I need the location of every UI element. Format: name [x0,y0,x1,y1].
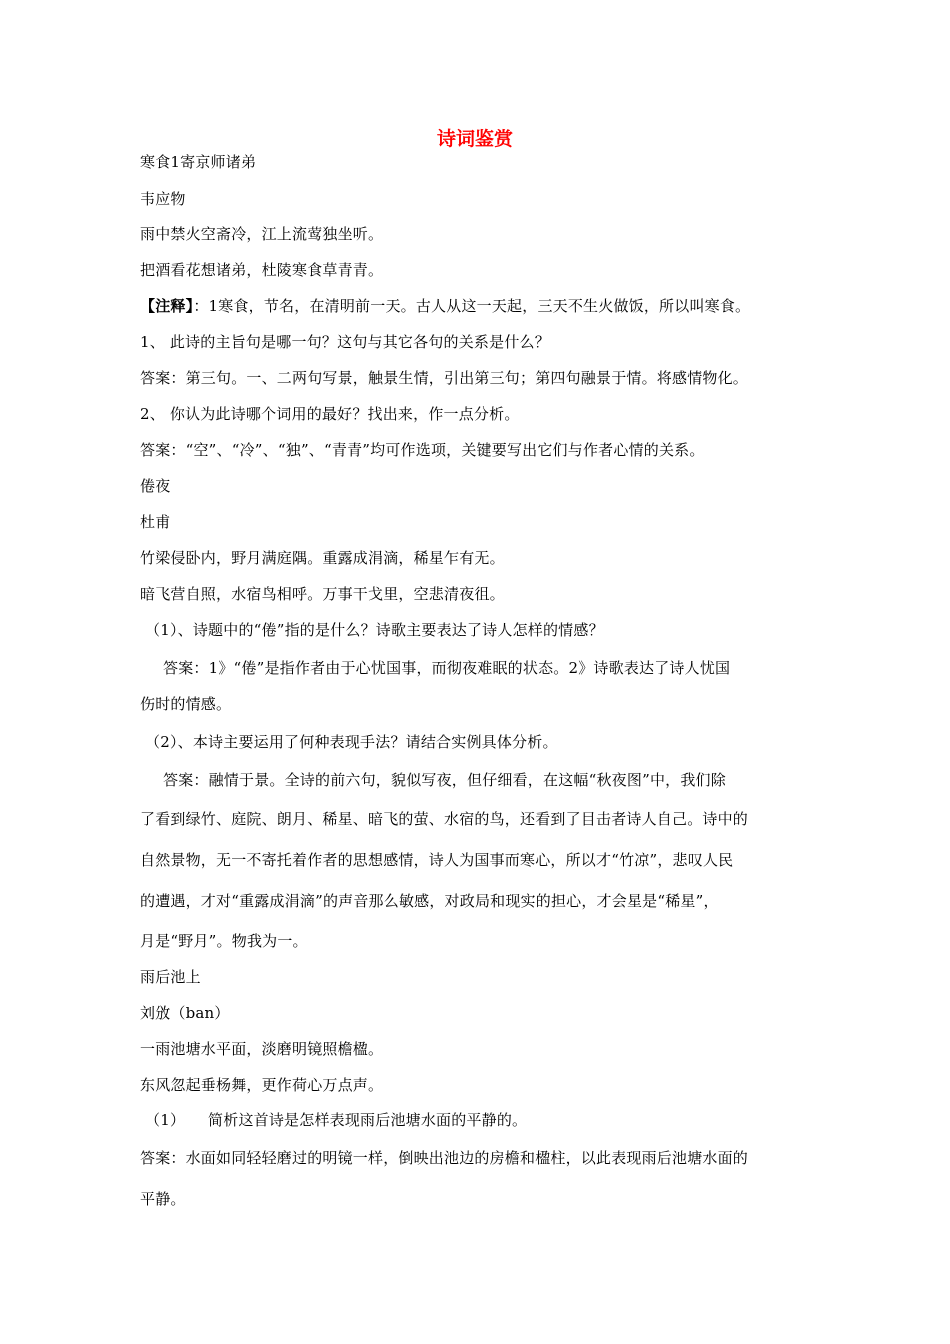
poem-line: 东风忽起垂杨舞，更作荷心万点声。 [140,1076,384,1094]
poem-line: 一雨池塘水平面，淡磨明镜照檐楹。 [140,1040,384,1058]
poem-title: 雨后池上 [140,968,201,986]
annotation-head: 【注释】 [140,297,194,315]
poem-line: 把酒看花想诸弟，杜陵寒食草青青。 [140,261,384,279]
poem-author: 杜甫 [140,513,171,531]
answer-continued: 月是“野月”。物我为一。 [140,932,308,950]
question: （1）、诗题中的“倦”指的是什么？诗歌主要表达了诗人怎样的情感？ [145,621,604,639]
annotation [140,296,750,316]
poem-line: 雨中禁火空斋冷，江上流莺独坐听。 [140,225,384,243]
answer-continued: 了看到绿竹、庭院、朗月、稀星、暗飞的萤、水宿的鸟，还看到了目击者诗人自己。诗中的 [140,810,749,828]
answer: 答案：融情于景。全诗的前六句，貌似写夜，但仔细看，在这幅“秋夜图”中，我们除 [163,771,726,789]
poem-line: 竹梁侵卧内，野月满庭隅。重露成涓滴，稀星乍有无。 [140,549,505,567]
page-title: 诗词鉴赏 [436,128,513,150]
answer-continued: 平静。 [140,1190,186,1208]
answer-continued: 的遭遇，才对“重露成涓滴”的声音那么敏感，对政局和现实的担心，才会星是“稀星”， [140,892,719,910]
annotation-text: ：1寒食，节名，在清明前一天。古人从这一天起，三天不生火做饭，所以叫寒食。 [193,297,751,315]
poem-title: 寒食1寄京师诸弟 [140,153,257,171]
answer: 答案：水面如同轻轻磨过的明镜一样，倒映出池边的房檐和楹柱，以此表现雨后池塘水面的 [140,1149,749,1167]
poem-author: 韦应物 [140,190,186,208]
answer: 答案：第三句。一、二两句写景，触景生情，引出第三句；第四句融景于情。将感情物化。 [140,369,749,387]
poem-author: 刘攽（ban） [140,1004,230,1022]
answer-continued: 自然景物，无一不寄托着作者的思想感情，诗人为国事而寒心，所以才“竹凉”，悲叹人民 [140,851,734,869]
question: （1） 简析这首诗是怎样表现雨后池塘水面的平静的。 [145,1111,528,1129]
answer: 答案：“空”、“冷”、“独”、“青青”均可作选项，关键要写出它们与作者心情的关系。 [140,441,705,459]
answer-continued: 伤时的情感。 [140,695,232,713]
poem-line: 暗飞营自照，水宿鸟相呼。万事干戈里，空悲清夜徂。 [140,585,505,603]
poem-title: 倦夜 [140,477,171,495]
question: （2）、本诗主要运用了何种表现手法？请结合实例具体分析。 [145,733,558,751]
answer: 答案：1》“倦”是指作者由于心忧国事，而彻夜难眠的状态。2》诗歌表达了诗人忧国 [163,659,731,677]
question: 2、 你认为此诗哪个词用的最好？找出来，作一点分析。 [140,405,520,423]
question: 1、 此诗的主旨句是哪一句？这句与其它各句的关系是什么？ [140,333,550,351]
